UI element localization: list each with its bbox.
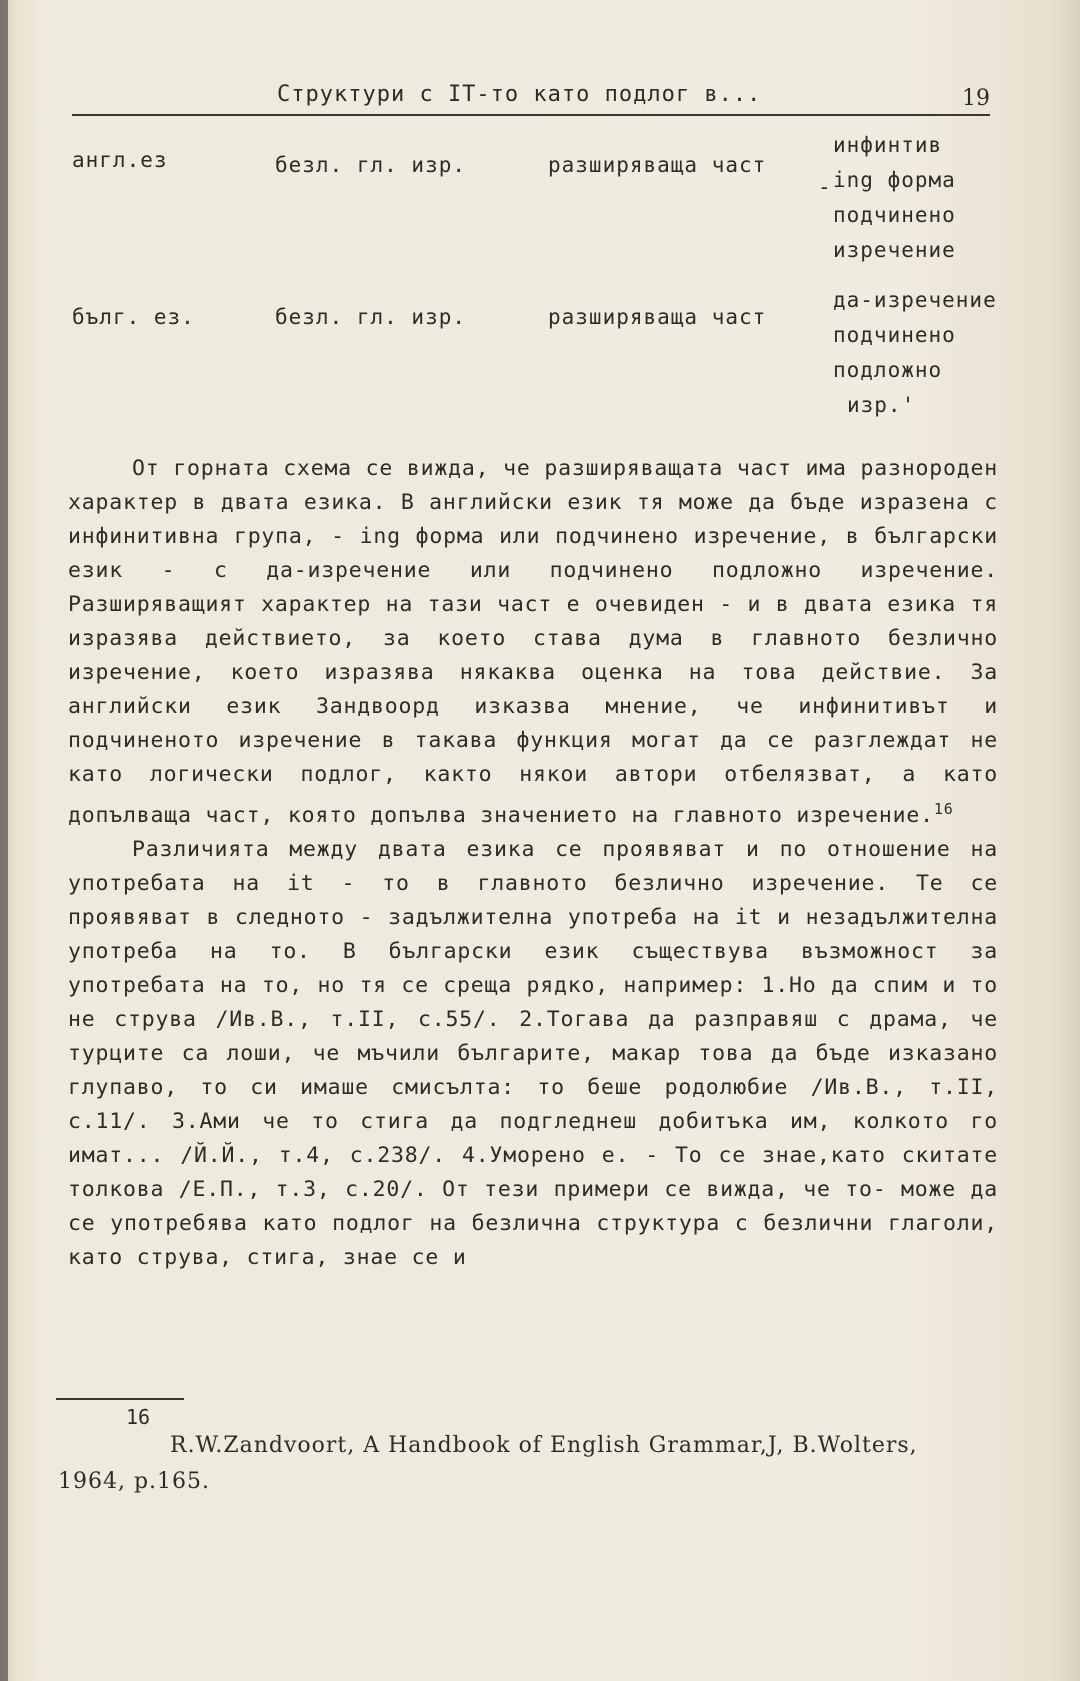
form-item: изр.' [847, 393, 916, 417]
table-cell-language: бълг. ез. [72, 305, 195, 329]
paragraph [68, 452, 998, 833]
form-item: да-изречение [833, 288, 997, 312]
body-text [68, 452, 998, 1275]
footnote-text: R.W.Zandvoort, A Handbook of English Grammar,J, B.Wolters, 1964, p.165. [58, 1433, 918, 1494]
page-header [72, 78, 990, 116]
footnote-reference: 16 [933, 800, 954, 818]
table-cell-part: разширяваща част [548, 153, 767, 177]
form-item: подчинено [833, 323, 956, 347]
footnote-mark: 16 [126, 1405, 151, 1429]
paragraph: Различията между двата езика се проявяват и по отношение на употребата на it - то в главното безлично изречение. Те се проявяват в следното - задължителна употреба на it и незадължителна употреба на то. В български език съществува възможност за употребата на то, но тя се среща рядко, например: 1.Но да спим и то не струва /Ив.В., т.II, с.55/. 2.Тогава да разправяш с драма, че турците са лоши, че мъчили българите, макар това да бъде изказано глупаво, то си имаше смисълта: то беше родолюбие /Ив.В., т.II, с.11/. 3.Ами че то стига да подгледнеш добитъка им, колкото го имат... /Й.Й., т.4, с.238/. 4.Уморено е. - То се знае,като скитате толкова /Е.П., т.3, с.20/. От тези примери се вижда, че то- може да се употребява като подлог на безлична структура с безлични глаголи, като струва, стига, знае се и [68, 837, 998, 1271]
table-cell-construction: безл. гл. изр. [275, 305, 467, 329]
table-cell-dash: - [818, 175, 832, 199]
form-item: изречение [833, 238, 956, 262]
binding-edge [0, 0, 8, 1681]
footnote-rule [56, 1398, 184, 1400]
table-cell-forms [833, 128, 956, 268]
table-cell-construction: безл. гл. изр. [275, 153, 467, 177]
form-item: подложно [833, 358, 943, 382]
form-item: подчинено [833, 203, 956, 227]
table-cell-language: англ.ез [72, 148, 168, 172]
table-cell-forms [833, 283, 997, 423]
paragraph-text: От горната схема се вижда, че разширяващата част има разнороден характер в двата езика. В английски език тя може да бъде изразена с инфинитивна група, - ing форма или подчинено изречение, в български език - с да-изречение или подчинено подложно изречение. Разширяващият характер на тази част е очевиден - и в двата езика тя изразява действието, за което става дума в главното безлично изречение, което изразява някаква оценка на това действие. За английски език Зандвоорд изказва мнение, че инфинитивът и подчиненото изречение в такава функция могат да се разглеждат не като логически подлог, както някои автори отбелязват, а като допълваща част, която допълва значението на главното изречение. [68, 456, 998, 829]
form-item: ing форма [833, 168, 956, 192]
table-cell-part: разширяваща част [548, 305, 767, 329]
page-number: 19 [962, 86, 990, 111]
running-title: Структури с IT-то като подлог в... [277, 82, 762, 107]
form-item: инфинтив [833, 133, 943, 157]
